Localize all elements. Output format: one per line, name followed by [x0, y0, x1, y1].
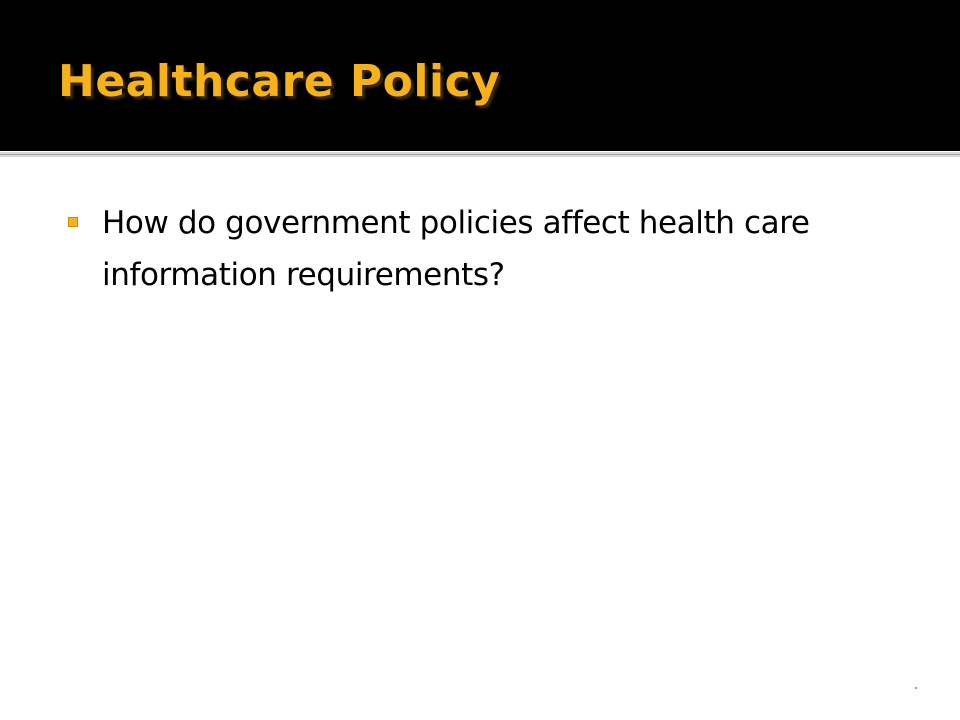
bullet-item: [68, 197, 928, 301]
title-divider-line: [0, 154, 960, 155]
slide-title: Healthcare Policy: [58, 56, 501, 107]
bullet-text: How do government policies affect health care information requirements?: [102, 205, 810, 293]
square-bullet-icon: [68, 217, 78, 227]
corner-mark: [915, 687, 917, 689]
title-band: [0, 0, 960, 151]
slide-body: [68, 197, 928, 301]
